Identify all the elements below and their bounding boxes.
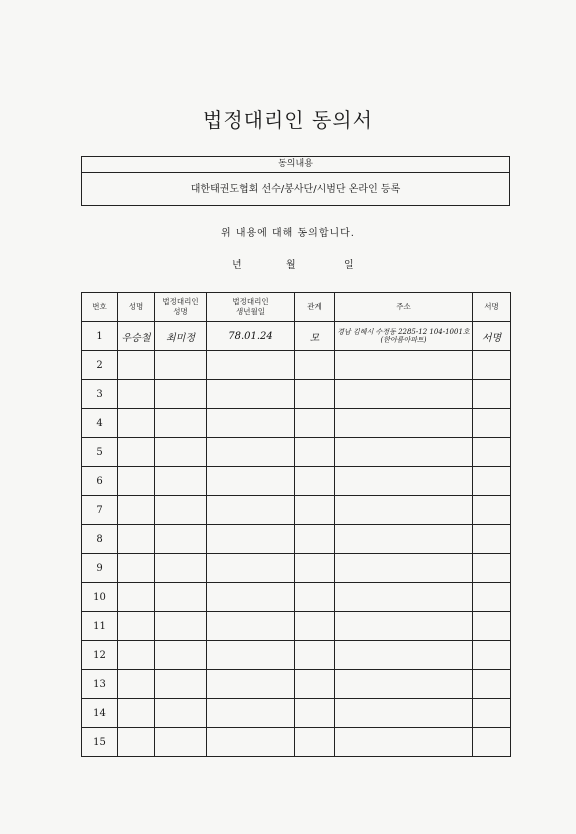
address-cell (335, 351, 473, 380)
guardian-name-cell (155, 351, 207, 380)
guardian-name-cell (155, 525, 207, 554)
guardian-name-cell (155, 467, 207, 496)
relationship-cell: 모 (295, 322, 335, 351)
guardian-birthdate-cell (207, 525, 295, 554)
address-cell (335, 525, 473, 554)
guardian-name-cell (155, 496, 207, 525)
table-row (82, 525, 511, 554)
table-row (82, 467, 511, 496)
row-number-cell: 1 (82, 322, 118, 351)
guardian-birthdate-cell (207, 351, 295, 380)
student-name-cell (118, 641, 155, 670)
student-name-cell (118, 438, 155, 467)
table-row (82, 409, 511, 438)
signature-cell (473, 380, 511, 409)
relationship-cell (295, 467, 335, 496)
student-name-cell (118, 554, 155, 583)
address-cell (335, 467, 473, 496)
guardian-birthdate-cell (207, 409, 295, 438)
row-number-cell: 12 (82, 641, 118, 670)
guardian-name-cell (155, 583, 207, 612)
table-header-cell: 법정대리인 생년월일 (207, 293, 295, 322)
row-number-cell: 4 (82, 409, 118, 438)
table-row (82, 728, 511, 757)
guardian-birthdate-cell (207, 699, 295, 728)
row-number-cell: 5 (82, 438, 118, 467)
table-header-cell: 주소 (335, 293, 473, 322)
address-cell (335, 728, 473, 757)
guardian-name-cell (155, 641, 207, 670)
signature-cell (473, 409, 511, 438)
signature-cell (473, 699, 511, 728)
address-cell (335, 699, 473, 728)
guardian-name-cell (155, 438, 207, 467)
student-name-cell (118, 612, 155, 641)
table-header-cell: 서명 (473, 293, 511, 322)
table-body (82, 322, 511, 757)
consent-header: 동의내용 (82, 157, 509, 173)
address-cell (335, 641, 473, 670)
relationship-cell (295, 351, 335, 380)
consent-box (81, 156, 510, 206)
row-number-cell: 13 (82, 670, 118, 699)
student-name-cell (118, 728, 155, 757)
signature-cell (473, 728, 511, 757)
table-row (82, 670, 511, 699)
signature-cell (473, 612, 511, 641)
relationship-cell (295, 670, 335, 699)
date-year-label: 년 (232, 260, 242, 271)
table-header-row (82, 293, 511, 322)
row-number-cell: 14 (82, 699, 118, 728)
agree-statement: 위 내용에 대해 동의합니다. (221, 228, 355, 239)
date-month-label: 월 (286, 260, 296, 271)
table-row (82, 438, 511, 467)
row-number-cell: 9 (82, 554, 118, 583)
table-row (82, 612, 511, 641)
guardian-birthdate-cell: 78.01.24 (207, 322, 295, 351)
guardian-birthdate-cell (207, 496, 295, 525)
address-cell (335, 554, 473, 583)
row-number-cell: 10 (82, 583, 118, 612)
signature-cell (473, 351, 511, 380)
address-cell (335, 438, 473, 467)
table-row (82, 351, 511, 380)
relationship-cell (295, 525, 335, 554)
student-name-cell (118, 670, 155, 699)
signature-cell (473, 467, 511, 496)
row-number-cell: 2 (82, 351, 118, 380)
guardian-name-cell (155, 670, 207, 699)
student-name-cell: 우승철 (118, 322, 155, 351)
address-cell (335, 409, 473, 438)
guardian-birthdate-cell (207, 438, 295, 467)
student-name-cell (118, 699, 155, 728)
relationship-cell (295, 583, 335, 612)
date-day-label: 일 (344, 260, 354, 271)
guardian-birthdate-cell (207, 583, 295, 612)
guardian-birthdate-cell (207, 728, 295, 757)
table-row (82, 699, 511, 728)
table-row (82, 380, 511, 409)
relationship-cell (295, 554, 335, 583)
signature-cell (473, 670, 511, 699)
signature-cell: 서명 (473, 322, 511, 351)
row-number-cell: 6 (82, 467, 118, 496)
student-name-cell (118, 467, 155, 496)
consent-body: 대한태권도협회 선수/봉사단/시범단 온라인 등록 (190, 184, 401, 195)
relationship-cell (295, 380, 335, 409)
signature-cell (473, 583, 511, 612)
document-title: 법정대리인 동의서 (203, 108, 373, 132)
signature-cell (473, 525, 511, 554)
table-header-cell: 번호 (82, 293, 118, 322)
row-number-cell: 7 (82, 496, 118, 525)
table-row (82, 496, 511, 525)
relationship-cell (295, 612, 335, 641)
guardian-birthdate-cell (207, 612, 295, 641)
signature-cell (473, 641, 511, 670)
relationship-cell (295, 409, 335, 438)
address-cell (335, 496, 473, 525)
table-header-cell: 관계 (295, 293, 335, 322)
row-number-cell: 15 (82, 728, 118, 757)
guardian-birthdate-cell (207, 670, 295, 699)
student-name-cell (118, 351, 155, 380)
guardian-table (81, 292, 511, 757)
address-cell: 경남 김해시 수정동 2285-12 104-1001호 (한아름아파트) (335, 322, 473, 351)
relationship-cell (295, 496, 335, 525)
student-name-cell (118, 496, 155, 525)
relationship-cell (295, 641, 335, 670)
guardian-birthdate-cell (207, 641, 295, 670)
relationship-cell (295, 699, 335, 728)
table-header-cell: 법정대리인 성명 (155, 293, 207, 322)
relationship-cell (295, 438, 335, 467)
guardian-name-cell (155, 728, 207, 757)
guardian-name-cell (155, 380, 207, 409)
signature-cell (473, 554, 511, 583)
guardian-name-cell (155, 554, 207, 583)
student-name-cell (118, 380, 155, 409)
address-cell (335, 670, 473, 699)
table-row (82, 641, 511, 670)
address-cell (335, 583, 473, 612)
table-row (82, 583, 511, 612)
table-header-cell: 성명 (118, 293, 155, 322)
relationship-cell (295, 728, 335, 757)
address-cell (335, 612, 473, 641)
student-name-cell (118, 525, 155, 554)
row-number-cell: 11 (82, 612, 118, 641)
guardian-name-cell (155, 409, 207, 438)
guardian-name-cell (155, 699, 207, 728)
signature-cell (473, 438, 511, 467)
guardian-birthdate-cell (207, 554, 295, 583)
signature-cell (473, 496, 511, 525)
guardian-birthdate-cell (207, 380, 295, 409)
table-row (82, 322, 511, 351)
guardian-birthdate-cell (207, 467, 295, 496)
table-row (82, 554, 511, 583)
address-cell (335, 380, 473, 409)
date-line (232, 256, 362, 272)
row-number-cell: 3 (82, 380, 118, 409)
guardian-name-cell: 최미정 (155, 322, 207, 351)
student-name-cell (118, 583, 155, 612)
row-number-cell: 8 (82, 525, 118, 554)
student-name-cell (118, 409, 155, 438)
guardian-name-cell (155, 612, 207, 641)
